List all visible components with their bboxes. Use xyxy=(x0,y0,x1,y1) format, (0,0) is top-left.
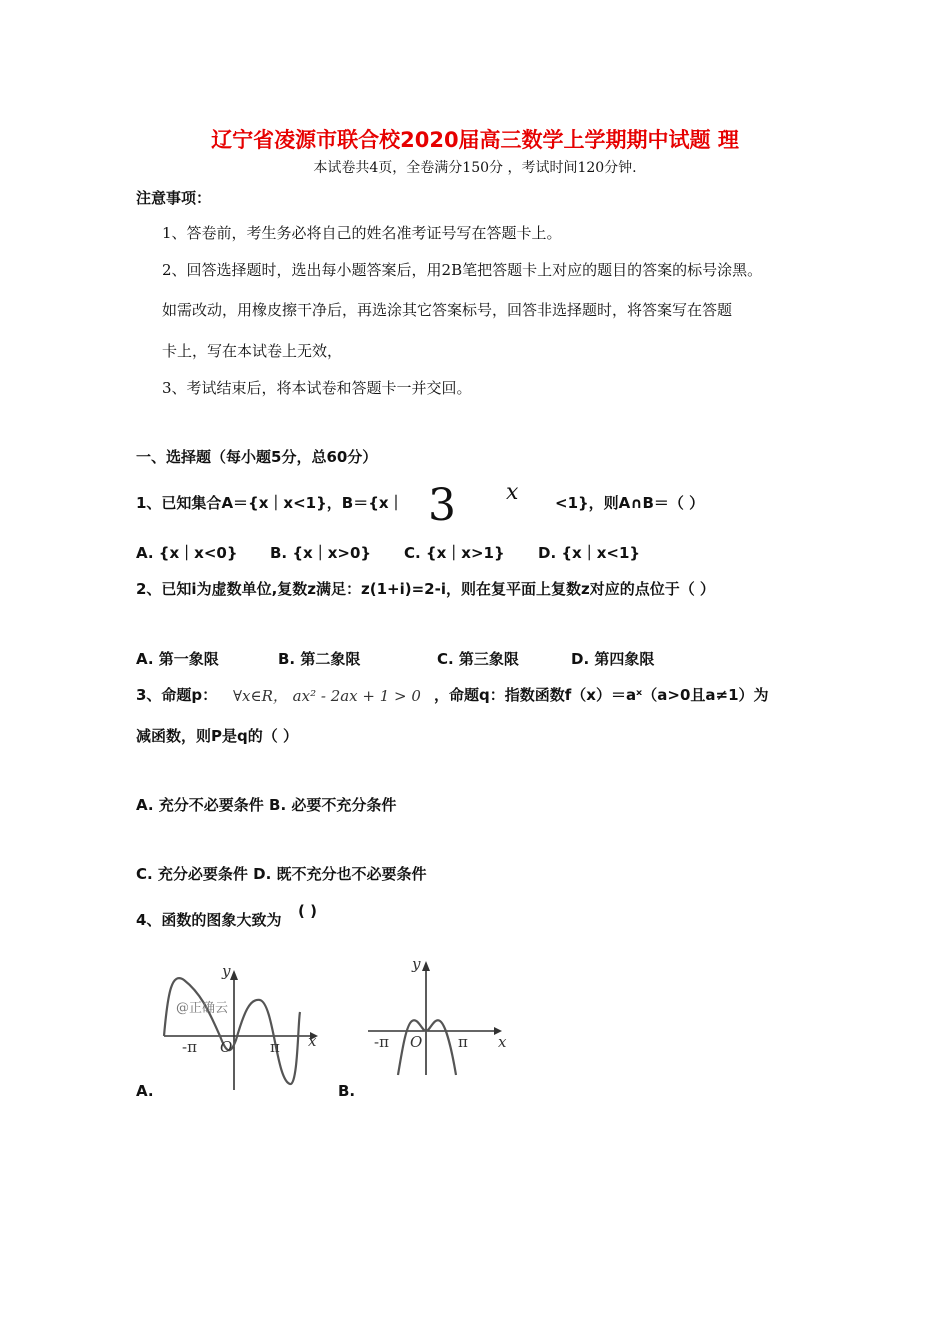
q3-math-expression: ∀x∈R， ax² - 2ax + 1 > 0 xyxy=(233,687,421,705)
graph-b-y-label: y xyxy=(412,955,421,973)
q1-exponent: x xyxy=(506,480,519,505)
graph-a-y-arrow xyxy=(230,970,238,980)
q4-stem: 4、函数的图象大致为 xyxy=(136,911,282,929)
graph-b-neg-pi: -π xyxy=(374,1033,389,1051)
graph-a-y-label: y xyxy=(222,962,231,980)
q1-option-b: B. {x｜x>0} xyxy=(270,544,372,562)
graph-a-x-label: x xyxy=(308,1032,317,1050)
notes-heading: 注意事项： xyxy=(136,189,212,207)
graph-b xyxy=(362,955,522,1080)
q3-options-cd: C. 充分必要条件 D. 既不充分也不必要条件 xyxy=(136,865,427,883)
graph-b-label: B. xyxy=(338,1082,356,1100)
exam-info: 本试卷共4页，全卷满分150分 ，考试时间120分钟. xyxy=(313,160,637,176)
graph-b-origin: O xyxy=(410,1033,423,1051)
q2-stem: 2、已知i为虚数单位,复数z满足：z(1+i)=2-i，则在复平面上复数z对应的点位于（ ） xyxy=(136,580,715,598)
graph-b-y-arrow xyxy=(422,961,430,971)
note-item-3: 3、考试结束后，将本试卷和答题卡一并交回。 xyxy=(162,379,472,397)
graph-a-label: A. xyxy=(136,1082,154,1100)
q1-base: 3 xyxy=(428,480,456,531)
q2-option-d: D. 第四象限 xyxy=(571,650,655,668)
graph-a-pi: π xyxy=(270,1038,280,1056)
graph-b-curve xyxy=(398,1020,456,1075)
q4-answer-paren: ( ) xyxy=(298,902,317,920)
q2-option-c: C. 第三象限 xyxy=(437,650,519,668)
graph-a-watermark: @正确云 xyxy=(176,1001,229,1016)
section-heading: 一、选择题（每小题5分，总60分） xyxy=(136,448,378,466)
page-title: 辽宁省凌源市联合校2020届高三数学上学期期中试题 理 xyxy=(211,128,739,152)
q1-stem-start: 1、已知集合A＝{x｜x<1}，B＝{x｜ xyxy=(136,494,404,512)
graph-a-curve xyxy=(164,978,300,1084)
q3-stem-middle: ，命题q：指数函数f（x）＝aˣ（a>0且a≠1）为 xyxy=(434,686,769,704)
graph-b-pi: π xyxy=(458,1033,468,1051)
q2-option-a: A. 第一象限 xyxy=(136,650,219,668)
graph-b-x-label: x xyxy=(498,1033,507,1051)
note-item-2-line-2: 如需改动，用橡皮擦干净后，再选涂其它答案标号，回答非选择题时，将答案写在答题 xyxy=(162,301,733,319)
q1-option-d: D. {x｜x<1} xyxy=(538,544,641,562)
note-item-2-line-3: 卡上，写在本试卷上无效， xyxy=(162,342,343,360)
q3-stem-start: 3、命题p： xyxy=(136,686,218,704)
graph-a xyxy=(150,960,325,1095)
q1-option-c: C. {x｜x>1} xyxy=(404,544,505,562)
q3-stem-end: 减函数，则P是q的（ ） xyxy=(136,727,298,745)
graph-a-origin: O xyxy=(220,1038,233,1056)
q1-option-a: A. {x｜x<0} xyxy=(136,544,238,562)
q3-options-ab: A. 充分不必要条件 B. 必要不充分条件 xyxy=(136,796,397,814)
note-item-2-line-1: 2、回答选择题时，选出每小题答案后，用2B笔把答题卡上对应的题目的答案的标号涂黑。 xyxy=(162,261,763,279)
q1-stem-end: <1}，则A∩B＝（ ） xyxy=(555,494,705,512)
graph-a-neg-pi: -π xyxy=(182,1038,197,1056)
note-item-1: 1、答卷前，考生务必将自己的姓名准考证号写在答题卡上。 xyxy=(162,224,562,242)
q2-option-b: B. 第二象限 xyxy=(278,650,361,668)
